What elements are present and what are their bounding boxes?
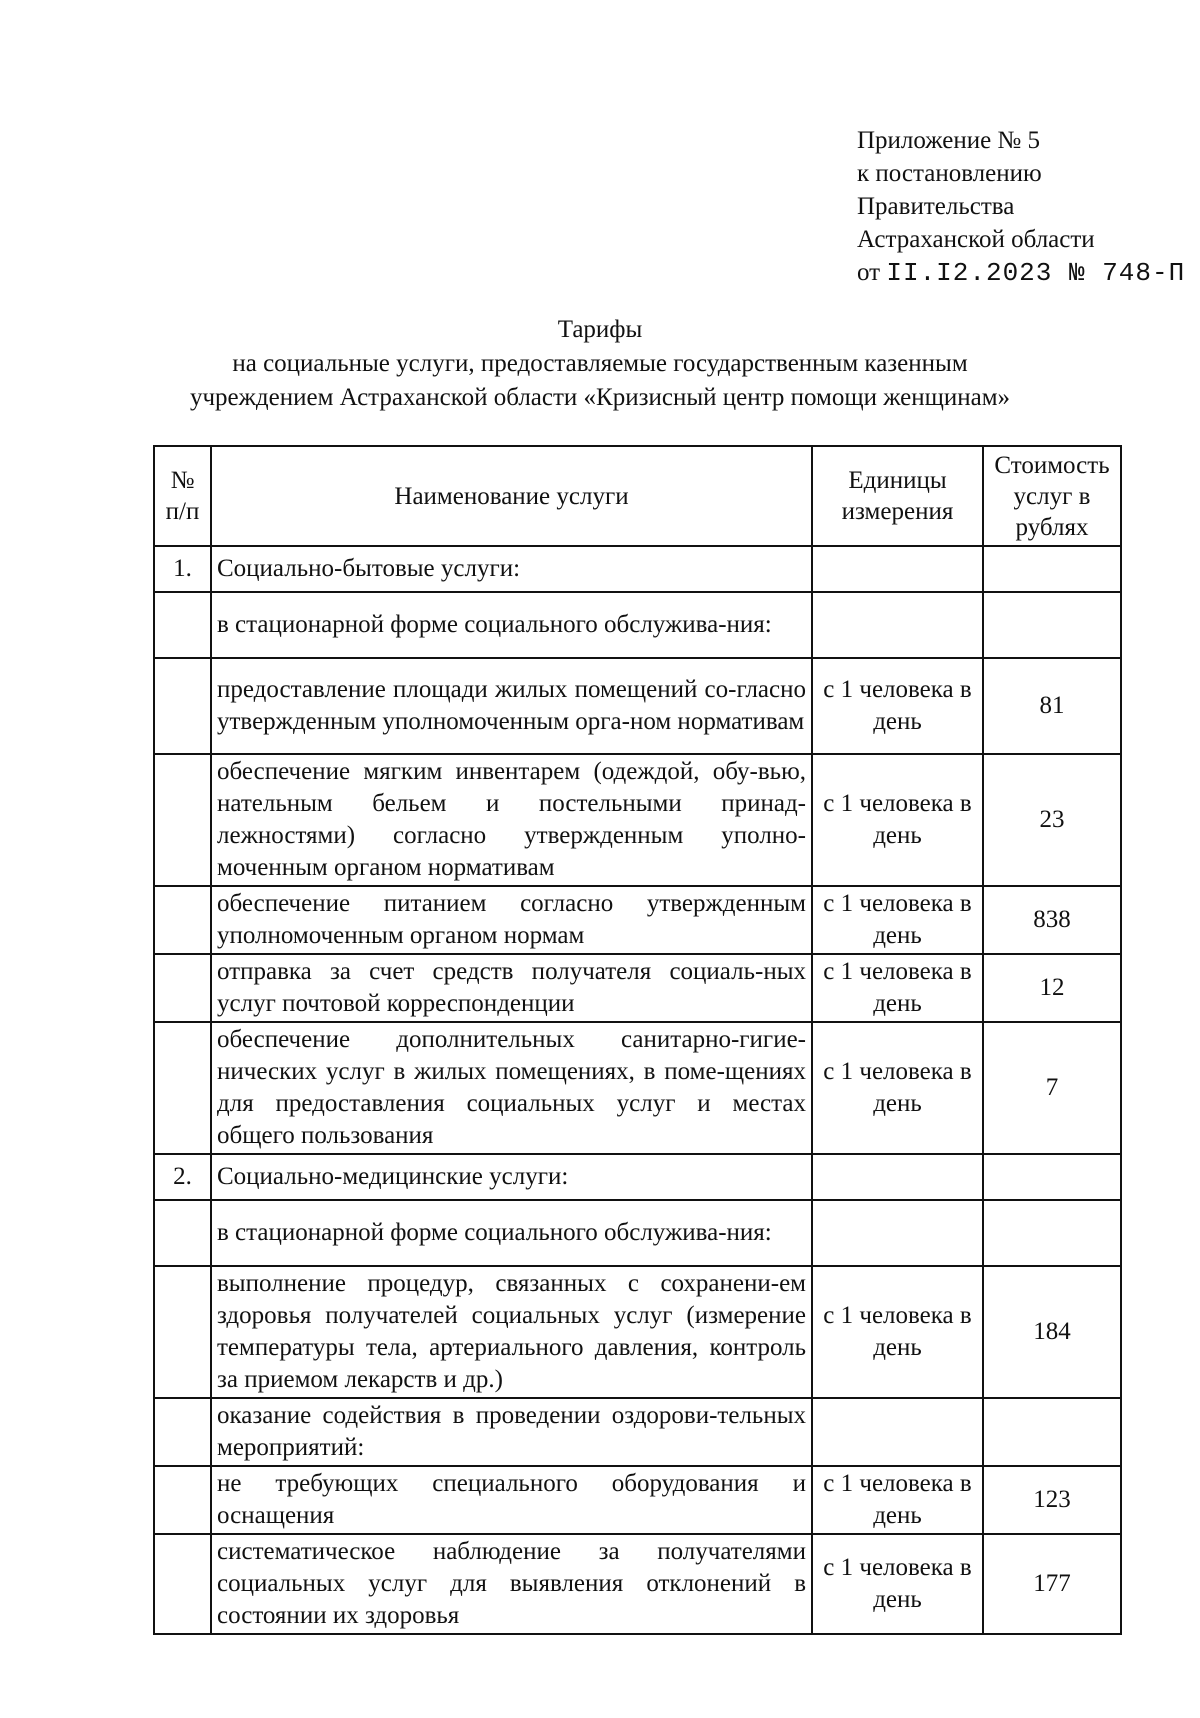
cell-num: 1.: [154, 546, 211, 592]
cell-unit: [812, 546, 983, 592]
cell-cost: 7: [983, 1022, 1121, 1154]
cell-unit: с 1 человека в день: [812, 886, 983, 954]
title-line: учреждением Астраханской области «Кризисный центр помощи женщинам»: [189, 384, 1011, 411]
cell-cost: 81: [983, 658, 1121, 754]
cell-cost: [983, 592, 1121, 658]
appendix-line: Астраханской области: [857, 226, 1095, 253]
cell-cost: 12: [983, 954, 1121, 1022]
cell-num: [154, 1022, 211, 1154]
table-row: [154, 1466, 1121, 1534]
cell-cost: 123: [983, 1466, 1121, 1534]
header-num: № п/п: [154, 446, 211, 546]
cell-name: предоставление площади жилых помещений со-гласно утвержденным уполномоченным орга-ном нормативам: [211, 658, 812, 754]
appendix-date-line: [857, 256, 1185, 290]
title-line: на социальные услуги, предоставляемые государственным казенным: [232, 350, 968, 377]
cell-name: оказание содействия в проведении оздорови-тельных мероприятий:: [211, 1398, 812, 1466]
table-row: [154, 1200, 1121, 1266]
header-unit: Единицы измерения: [812, 446, 983, 546]
cell-unit: с 1 человека в день: [812, 658, 983, 754]
appendix-date-number: II.I2.2023 № 748-П: [886, 258, 1186, 288]
table-header-row: [154, 446, 1121, 546]
cell-num: [154, 1534, 211, 1634]
cell-cost: 23: [983, 754, 1121, 886]
header-cost: Стоимость услуг в рублях: [983, 446, 1121, 546]
cell-name: Социально-медицинские услуги:: [211, 1154, 812, 1200]
document-title: [0, 313, 1200, 415]
table-row: [154, 546, 1121, 592]
cell-num: [154, 754, 211, 886]
cell-name: Социально-бытовые услуги:: [211, 546, 812, 592]
cell-num: [154, 1200, 211, 1266]
cell-unit: с 1 человека в день: [812, 1534, 983, 1634]
cell-unit: с 1 человека в день: [812, 954, 983, 1022]
cell-unit: [812, 1200, 983, 1266]
table-row: [154, 592, 1121, 658]
table-row: [154, 954, 1121, 1022]
table-row: [154, 1266, 1121, 1398]
cell-num: [154, 658, 211, 754]
cell-name: выполнение процедур, связанных с сохранени-ем здоровья получателей социальных услуг (измерение температуры тела, артериального давления, контроль за приемом лекарств и др.): [211, 1266, 812, 1398]
cell-name: отправка за счет средств получателя социаль-ных услуг почтовой корреспонденции: [211, 954, 812, 1022]
cell-name: в стационарной форме социального обслужива-ния:: [211, 1200, 812, 1266]
appendix-date-prefix: от: [857, 259, 881, 286]
cell-name: обеспечение дополнительных санитарно-гигие-нических услуг в жилых помещениях, в поме-щениях для предоставления социальных услуг и местах общего пользования: [211, 1022, 812, 1154]
table-row: [154, 658, 1121, 754]
cell-name: обеспечение питанием согласно утвержденным уполномоченным органом нормам: [211, 886, 812, 954]
cell-unit: с 1 человека в день: [812, 1466, 983, 1534]
table-row: [154, 1398, 1121, 1466]
cell-unit: [812, 1398, 983, 1466]
cell-unit: с 1 человека в день: [812, 1022, 983, 1154]
table-row: [154, 1534, 1121, 1634]
cell-name: обеспечение мягким инвентарем (одеждой, обу-вью, нательным бельем и постельными принад-лежностями) согласно утвержденным уполно-моченным органом нормативам: [211, 754, 812, 886]
cell-num: [154, 886, 211, 954]
table-row: [154, 1154, 1121, 1200]
title-line: Тарифы: [557, 316, 643, 343]
cell-unit: [812, 1154, 983, 1200]
cell-num: 2.: [154, 1154, 211, 1200]
cell-name: в стационарной форме социального обслужива-ния:: [211, 592, 812, 658]
cell-cost: 838: [983, 886, 1121, 954]
cell-cost: 184: [983, 1266, 1121, 1398]
table-row: [154, 754, 1121, 886]
cell-unit: с 1 человека в день: [812, 1266, 983, 1398]
cell-cost: [983, 1200, 1121, 1266]
appendix-header: [857, 124, 1185, 290]
appendix-line: Приложение № 5: [857, 127, 1041, 154]
cell-num: [154, 1466, 211, 1534]
appendix-line: Правительства: [857, 193, 1015, 220]
cell-cost: [983, 546, 1121, 592]
tariffs-table: [153, 445, 1122, 1635]
table-body: [154, 546, 1121, 1634]
table-row: [154, 886, 1121, 954]
cell-num: [154, 592, 211, 658]
cell-num: [154, 1266, 211, 1398]
table-row: [154, 1022, 1121, 1154]
cell-num: [154, 1398, 211, 1466]
appendix-line: к постановлению: [857, 160, 1042, 187]
cell-name: не требующих специального оборудования и оснащения: [211, 1466, 812, 1534]
cell-unit: с 1 человека в день: [812, 754, 983, 886]
header-name: Наименование услуги: [211, 446, 812, 546]
cell-unit: [812, 592, 983, 658]
cell-cost: 177: [983, 1534, 1121, 1634]
cell-cost: [983, 1154, 1121, 1200]
cell-cost: [983, 1398, 1121, 1466]
cell-num: [154, 954, 211, 1022]
cell-name: систематическое наблюдение за получателями социальных услуг для выявления отклонений в состоянии их здоровья: [211, 1534, 812, 1634]
